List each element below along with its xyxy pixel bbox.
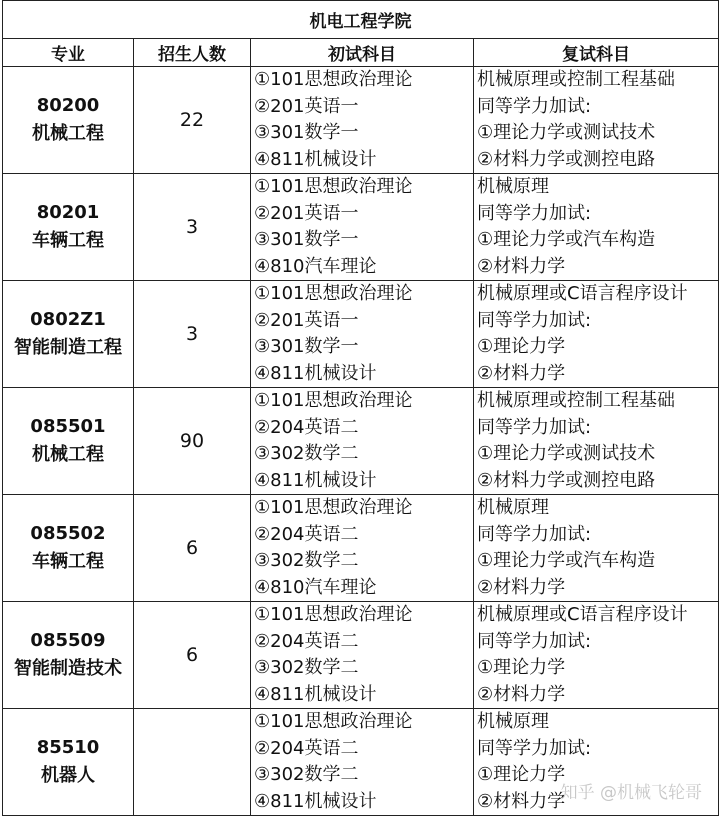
- initial-subject: ①101思想政治理论: [254, 604, 413, 625]
- major-code: 85510: [36, 737, 100, 758]
- retest-subject: ②材料力学: [477, 790, 566, 812]
- retest-subject: ①理论力学或测试技术: [477, 122, 656, 143]
- count-cell: 3: [134, 281, 251, 388]
- retest-subject: 机械原理或C语言程序设计: [477, 604, 688, 625]
- retest-subject: 机械原理: [477, 711, 549, 732]
- major-name: 智能制造工程: [14, 337, 122, 358]
- retest-subject: ②材料力学: [477, 576, 566, 598]
- table-row: [3, 495, 719, 602]
- major-code: 085502: [30, 523, 106, 544]
- initial-subjects-cell: [251, 709, 474, 816]
- retest-subject: 机械原理: [477, 176, 549, 197]
- initial-subject: ④810汽车理论: [254, 255, 377, 277]
- retest-subject: 机械原理: [477, 497, 549, 518]
- retest-subject: 同等学力加试:: [477, 523, 592, 545]
- table-row: [3, 281, 719, 388]
- major-cell: [3, 67, 134, 174]
- initial-subject: ④811机械设计: [254, 469, 377, 491]
- major-name: 车辆工程: [32, 551, 104, 572]
- initial-subjects-cell: [251, 495, 474, 602]
- table-body: [3, 67, 719, 816]
- initial-subject: ①101思想政治理论: [254, 283, 413, 304]
- retest-subjects-cell: [474, 388, 719, 495]
- initial-subject: ④811机械设计: [254, 790, 377, 812]
- initial-subject: ②201英语一: [254, 95, 359, 117]
- retest-subjects-cell: [474, 709, 719, 816]
- retest-subjects-cell: [474, 602, 719, 709]
- table-row: [3, 388, 719, 495]
- major-name: 机器人: [41, 765, 95, 786]
- retest-subject: ②材料力学或测控电路: [477, 469, 656, 491]
- retest-subjects-cell: [474, 281, 719, 388]
- major-name: 机械工程: [32, 123, 104, 144]
- table-row: [3, 67, 719, 174]
- retest-subject: ②材料力学或测控电路: [477, 148, 656, 170]
- retest-subject: 同等学力加试:: [477, 202, 592, 224]
- initial-subjects-cell: [251, 281, 474, 388]
- major-name: 车辆工程: [32, 230, 104, 251]
- major-cell: [3, 388, 134, 495]
- major-code: 0802Z1: [30, 309, 106, 330]
- major-code: 80201: [36, 202, 100, 223]
- retest-subject: ①理论力学或测试技术: [477, 443, 656, 464]
- major-name: 智能制造技术: [14, 658, 122, 679]
- count-cell: 3: [134, 174, 251, 281]
- initial-subject: ③301数学一: [254, 229, 359, 250]
- major-code: 085501: [30, 416, 106, 437]
- initial-subjects-cell: [251, 174, 474, 281]
- initial-subjects-cell: [251, 67, 474, 174]
- initial-subject: ④810汽车理论: [254, 576, 377, 598]
- header-count: 招生人数: [134, 39, 251, 67]
- major-cell: [3, 281, 134, 388]
- initial-subject: ③302数学二: [254, 764, 359, 785]
- table-row: [3, 174, 719, 281]
- major-cell: [3, 602, 134, 709]
- major-code: 085509: [30, 630, 106, 651]
- count-cell: 6: [134, 602, 251, 709]
- initial-subject: ③302数学二: [254, 550, 359, 571]
- count-cell: 22: [134, 67, 251, 174]
- initial-subject: ②201英语一: [254, 309, 359, 331]
- initial-subject: ①101思想政治理论: [254, 711, 413, 732]
- admissions-table: [2, 0, 719, 816]
- initial-subject: ④811机械设计: [254, 362, 377, 384]
- retest-subject: ①理论力学: [477, 764, 566, 785]
- major-code: 80200: [36, 95, 100, 116]
- retest-subjects-cell: [474, 67, 719, 174]
- count-cell: 90: [134, 388, 251, 495]
- table-row: [3, 709, 719, 816]
- watermark: 知乎 @机械飞轮哥: [560, 783, 702, 803]
- retest-subject: 机械原理或控制工程基础: [477, 390, 675, 411]
- initial-subjects-cell: [251, 602, 474, 709]
- retest-subject: 机械原理或控制工程基础: [477, 69, 675, 90]
- initial-subject: ③302数学二: [254, 443, 359, 464]
- initial-subject: ②204英语二: [254, 630, 359, 652]
- retest-subjects-cell: [474, 174, 719, 281]
- retest-subject: ①理论力学或汽车构造: [477, 229, 656, 250]
- retest-subject: 同等学力加试:: [477, 309, 592, 331]
- initial-subject: ①101思想政治理论: [254, 176, 413, 197]
- initial-subject: ③301数学一: [254, 336, 359, 357]
- retest-subject: ①理论力学: [477, 657, 566, 678]
- major-cell: [3, 709, 134, 816]
- initial-subject: ③301数学一: [254, 122, 359, 143]
- header-major: 专业: [3, 39, 134, 67]
- retest-subject: 同等学力加试:: [477, 416, 592, 438]
- initial-subject: ④811机械设计: [254, 148, 377, 170]
- table-row: [3, 602, 719, 709]
- retest-subject: ①理论力学或汽车构造: [477, 550, 656, 571]
- initial-subject: ①101思想政治理论: [254, 69, 413, 90]
- header-retest: 复试科目: [474, 39, 719, 67]
- retest-subject: 同等学力加试:: [477, 95, 592, 117]
- initial-subjects-cell: [251, 388, 474, 495]
- table-title: 机电工程学院: [3, 1, 719, 39]
- retest-subject: ②材料力学: [477, 683, 566, 705]
- retest-subject: ②材料力学: [477, 255, 566, 277]
- major-name: 机械工程: [32, 444, 104, 465]
- initial-subject: ②201英语一: [254, 202, 359, 224]
- retest-subject: ②材料力学: [477, 362, 566, 384]
- count-cell: [134, 709, 251, 816]
- retest-subject: 同等学力加试:: [477, 630, 592, 652]
- retest-subject: ①理论力学: [477, 336, 566, 357]
- initial-subject: ①101思想政治理论: [254, 390, 413, 411]
- header-initial: 初试科目: [251, 39, 474, 67]
- initial-subject: ③302数学二: [254, 657, 359, 678]
- count-cell: 6: [134, 495, 251, 602]
- retest-subject: 机械原理或C语言程序设计: [477, 283, 688, 304]
- initial-subject: ④811机械设计: [254, 683, 377, 705]
- major-cell: [3, 174, 134, 281]
- initial-subject: ②204英语二: [254, 523, 359, 545]
- initial-subject: ①101思想政治理论: [254, 497, 413, 518]
- major-cell: [3, 495, 134, 602]
- retest-subject: 同等学力加试:: [477, 737, 592, 759]
- retest-subjects-cell: [474, 495, 719, 602]
- initial-subject: ②204英语二: [254, 737, 359, 759]
- initial-subject: ②204英语二: [254, 416, 359, 438]
